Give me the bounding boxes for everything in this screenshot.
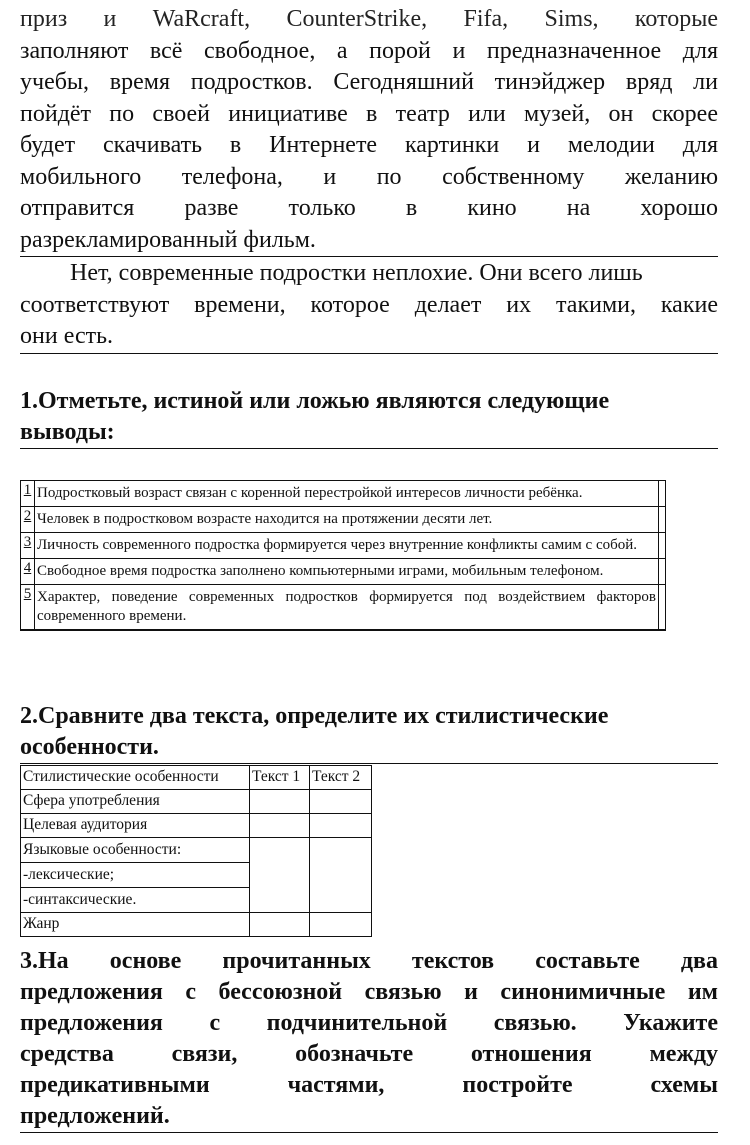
statement-number: 5 (21, 585, 35, 630)
answer-cell[interactable] (659, 533, 665, 559)
passage-line: разрекламированный фильм. (20, 225, 718, 258)
text2-cell[interactable] (310, 838, 371, 913)
row-label-line: -синтаксические. (23, 891, 137, 908)
text1-cell[interactable] (250, 790, 310, 814)
heading-line: 3.На основе прочитанных текстов составьте два (20, 948, 718, 974)
heading-line: предложений. (20, 1101, 718, 1133)
passage-line: учебы, время подростков. Сегодняшний тинэйджер вряд ли (20, 69, 718, 95)
text2-cell[interactable] (310, 814, 371, 838)
heading-line: предложения с подчинительной связью. Укажите (20, 1010, 718, 1036)
task1-statements-table (20, 480, 666, 631)
heading-line: 1.Отметьте, истиной или ложью являются следующие (20, 388, 610, 414)
passage-paragraph-2 (20, 258, 718, 354)
statement-number: 4 (21, 559, 35, 585)
heading-line: предикативными частями, постройте схемы (20, 1072, 718, 1098)
passage-line: будет скачивать в Интернете картинки и мелодии для (20, 132, 718, 158)
passage-line: заполняют всё свободное, а порой и предназначенное для (20, 37, 718, 64)
statement-text: Свободное время подростка заполнено компьютерными играми, мобильным телефоном. (35, 559, 659, 585)
passage-line: Нет, современные подростки неплохие. Они всего лишь (70, 260, 643, 286)
heading-line: особенности. (20, 734, 159, 760)
text2-cell[interactable] (310, 790, 371, 814)
passage-line: пойдёт по своей инициативе в театр или музей, он скорее (20, 100, 718, 127)
passage-line: они есть. (20, 321, 718, 354)
statement-number: 3 (21, 533, 35, 559)
statement-text: Человек в подростковом возрасте находится на протяжении десяти лет. (35, 507, 659, 533)
answer-cell[interactable] (659, 507, 665, 533)
statement-number: 2 (21, 507, 35, 533)
heading-line: предложения с бессоюзной связью и синонимичные им (20, 979, 718, 1005)
table-row (21, 790, 371, 814)
table-row (21, 481, 665, 507)
passage-line: мобильного телефона, и по собственному желанию (20, 163, 718, 190)
table-header-row (21, 766, 371, 790)
header-cell: Текст 1 (250, 766, 310, 790)
row-label: Целевая аудитория (21, 814, 250, 838)
header-cell: Текст 2 (310, 766, 371, 790)
passage-paragraph-1 (20, 4, 718, 257)
table-row (21, 585, 665, 630)
table-row (21, 814, 371, 838)
passage-line: отправится разве только в кино на хорошо (20, 195, 718, 221)
text1-cell[interactable] (250, 913, 310, 936)
task3-heading (20, 946, 718, 1133)
table-row (21, 507, 665, 533)
passage-line: приз и WaRcraft, CounterStrike, Fifa, Sims, которые (20, 6, 718, 32)
statement-text: Подростковый возраст связан с коренной перестройкой интересов личности ребёнка. (35, 481, 659, 507)
row-label-line: -лексические; (21, 863, 249, 888)
table-row (21, 533, 665, 559)
table-row (21, 838, 371, 913)
statement-text: Характер, поведение современных подростков формируется под воздействием факторов современного времени. (35, 585, 659, 630)
heading-line: выводы: (20, 419, 115, 445)
answer-cell[interactable] (659, 585, 665, 630)
text1-cell[interactable] (250, 838, 310, 913)
task1-heading (20, 386, 718, 449)
statement-number: 1 (21, 481, 35, 507)
row-label: Сфера употребления (21, 790, 250, 814)
heading-line: средства связи, обозначьте отношения между (20, 1041, 718, 1067)
row-label-line: Языковые особенности: (21, 838, 249, 863)
heading-line: 2.Сравните два текста, определите их стилистические (20, 703, 609, 729)
task2-heading (20, 701, 718, 764)
answer-cell[interactable] (659, 559, 665, 585)
row-label: Жанр (21, 913, 250, 936)
answer-cell[interactable] (659, 481, 665, 507)
text1-cell[interactable] (250, 814, 310, 838)
header-cell: Стилистические особенности (21, 766, 250, 790)
table-row (21, 913, 371, 936)
text2-cell[interactable] (310, 913, 371, 936)
passage-line: соответствуют времени, которое делает их такими, какие (20, 291, 718, 318)
row-label (21, 838, 250, 913)
table-row (21, 559, 665, 585)
task2-comparison-table (20, 765, 372, 937)
statement-text: Личность современного подростка формируется через внутренние конфликты самим с собой. (35, 533, 659, 559)
